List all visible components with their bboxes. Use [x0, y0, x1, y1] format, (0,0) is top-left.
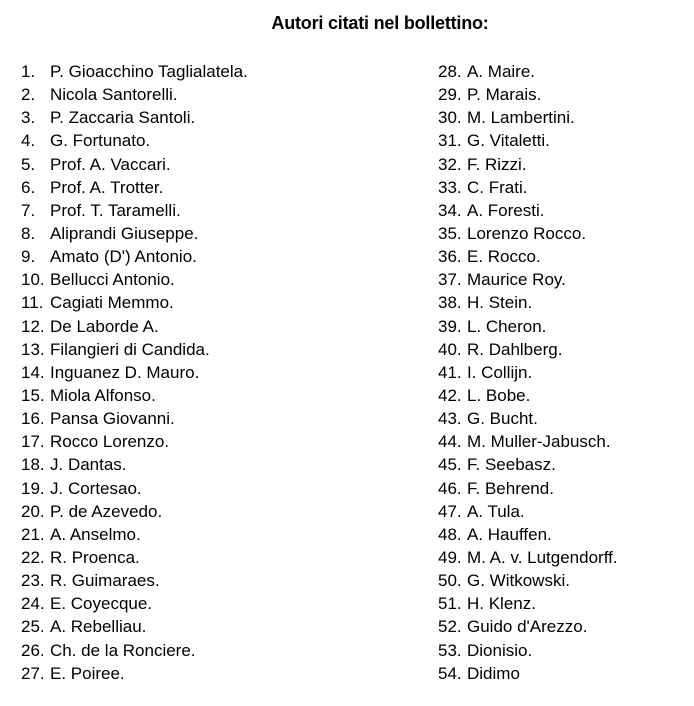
item-number: 49.: [438, 547, 462, 567]
author-name: Miola Alfonso.: [50, 385, 156, 405]
item-number: 22.: [21, 547, 45, 567]
author-name: E. Rocco.: [467, 247, 541, 267]
author-item: [21, 477, 248, 500]
author-item: [438, 453, 618, 476]
item-number: 29.: [438, 85, 462, 105]
author-name: G. Bucht.: [467, 409, 538, 429]
author-item: [21, 338, 248, 361]
author-name: Didimo: [467, 663, 520, 683]
author-item: [438, 477, 618, 500]
author-item: [21, 523, 248, 546]
author-name: E. Poiree.: [50, 663, 125, 683]
item-number: 33.: [438, 177, 462, 197]
author-name: Dionisio.: [467, 640, 533, 660]
author-item: [21, 129, 248, 152]
author-name: Prof. T. Taramelli.: [50, 200, 181, 220]
author-name: F. Behrend.: [467, 478, 554, 498]
item-number: 3.: [21, 108, 36, 128]
author-name: A. Hauffen.: [467, 524, 552, 544]
item-number: 43.: [438, 409, 462, 429]
author-name: G. Fortunato.: [50, 131, 151, 151]
author-name: P. Marais.: [467, 85, 542, 105]
author-item: [21, 384, 248, 407]
item-number: 36.: [438, 247, 462, 267]
author-name: L. Bobe.: [467, 385, 531, 405]
author-item: [438, 523, 618, 546]
author-item: [21, 453, 248, 476]
author-item: [21, 639, 248, 662]
author-name: I. Collijn.: [467, 362, 533, 382]
author-name: Nicola Santorelli.: [50, 85, 178, 105]
item-number: 8.: [21, 223, 36, 243]
author-item: [438, 338, 618, 361]
author-name: P. Zaccaria Santoli.: [50, 108, 196, 128]
author-item: [21, 83, 248, 106]
author-item: [21, 245, 248, 268]
author-name: Lorenzo Rocco.: [467, 223, 587, 243]
author-item: [21, 592, 248, 615]
item-number: 5.: [21, 154, 36, 174]
authors-list-right: [438, 60, 618, 685]
author-name: Filangieri di Candida.: [50, 339, 210, 359]
item-number: 18.: [21, 455, 45, 475]
author-item: [438, 592, 618, 615]
author-item: [438, 83, 618, 106]
document-title: Autori citati nel bollettino:: [271, 13, 489, 33]
author-item: [21, 291, 248, 314]
author-item: [438, 153, 618, 176]
author-item: [438, 315, 618, 338]
author-item: [21, 500, 248, 523]
item-number: 24.: [21, 594, 45, 614]
item-number: 6.: [21, 177, 36, 197]
item-number: 34.: [438, 200, 462, 220]
author-item: [21, 60, 248, 83]
author-name: Guido d'Arezzo.: [467, 617, 588, 637]
author-item: [21, 430, 248, 453]
item-number: 53.: [438, 640, 462, 660]
item-number: 26.: [21, 640, 45, 660]
item-number: 35.: [438, 223, 462, 243]
item-number: 44.: [438, 432, 462, 452]
author-item: [438, 430, 618, 453]
author-name: Prof. A. Trotter.: [50, 177, 164, 197]
item-number: 17.: [21, 432, 45, 452]
author-name: P. de Azevedo.: [50, 501, 163, 521]
item-number: 25.: [21, 617, 45, 637]
author-name: E. Coyecque.: [50, 594, 153, 614]
author-item: [21, 199, 248, 222]
author-item: [438, 662, 618, 685]
item-number: 2.: [21, 85, 36, 105]
item-number: 27.: [21, 663, 45, 683]
item-number: 39.: [438, 316, 462, 336]
author-item: [438, 222, 618, 245]
author-name: R. Guimaraes.: [50, 571, 160, 591]
item-number: 7.: [21, 200, 36, 220]
author-item: [438, 199, 618, 222]
author-item: [21, 222, 248, 245]
author-name: A. Foresti.: [467, 200, 545, 220]
item-number: 28.: [438, 62, 462, 81]
item-number: 21.: [21, 524, 45, 544]
author-item: [438, 384, 618, 407]
author-name: A. Maire.: [467, 62, 536, 81]
author-item: [438, 569, 618, 592]
item-number: 19.: [21, 478, 45, 498]
item-number: 31.: [438, 131, 462, 151]
item-number: 38.: [438, 293, 462, 313]
author-name: Ch. de la Ronciere.: [50, 640, 196, 660]
author-name: G. Witkowski.: [467, 571, 570, 591]
author-item: [438, 176, 618, 199]
author-name: G. Vitaletti.: [467, 131, 550, 151]
author-name: J. Cortesao.: [50, 478, 142, 498]
author-name: L. Cheron.: [467, 316, 547, 336]
item-number: 15.: [21, 385, 45, 405]
author-name: F. Rizzi.: [467, 154, 527, 174]
item-number: 40.: [438, 339, 462, 359]
item-number: 4.: [21, 131, 36, 151]
author-name: J. Dantas.: [50, 455, 127, 475]
author-item: [21, 153, 248, 176]
author-item: [21, 315, 248, 338]
item-number: 12.: [21, 316, 45, 336]
item-number: 32.: [438, 154, 462, 174]
author-item: [438, 245, 618, 268]
author-name: H. Stein.: [467, 293, 533, 313]
author-name: M. Muller-Jabusch.: [467, 432, 611, 452]
author-name: A. Tula.: [467, 501, 525, 521]
author-item: [438, 291, 618, 314]
author-item: [21, 569, 248, 592]
item-number: 20.: [21, 501, 45, 521]
item-number: 46.: [438, 478, 462, 498]
author-item: [438, 268, 618, 291]
item-number: 37.: [438, 270, 462, 290]
author-name: R. Dahlberg.: [467, 339, 563, 359]
item-number: 14.: [21, 362, 45, 382]
item-number: 42.: [438, 385, 462, 405]
author-name: A. Rebelliau.: [50, 617, 147, 637]
author-name: A. Anselmo.: [50, 524, 141, 544]
item-number: 41.: [438, 362, 462, 382]
author-name: M. Lambertini.: [467, 108, 575, 128]
author-item: [438, 546, 618, 569]
author-name: P. Gioacchino Taglialatela.: [50, 62, 248, 81]
author-item: [438, 129, 618, 152]
item-number: 13.: [21, 339, 45, 359]
author-name: Cagiati Memmo.: [50, 293, 174, 313]
author-item: [438, 615, 618, 638]
author-name: F. Seebasz.: [467, 455, 556, 475]
author-item: [21, 407, 248, 430]
item-number: 52.: [438, 617, 462, 637]
author-item: [21, 361, 248, 384]
author-item: [21, 106, 248, 129]
author-name: R. Proenca.: [50, 547, 140, 567]
item-number: 9.: [21, 247, 36, 267]
author-item: [438, 407, 618, 430]
author-name: Maurice Roy.: [467, 270, 566, 290]
author-name: Rocco Lorenzo.: [50, 432, 170, 452]
item-number: 54.: [438, 663, 462, 683]
author-name: C. Frati.: [467, 177, 528, 197]
author-name: Amato (D') Antonio.: [50, 247, 197, 267]
item-number: 23.: [21, 571, 45, 591]
author-item: [438, 500, 618, 523]
item-number: 1.: [21, 62, 36, 81]
item-number: 48.: [438, 524, 462, 544]
author-name: Inguanez D. Mauro.: [50, 362, 200, 382]
author-item: [21, 268, 248, 291]
item-number: 10.: [21, 270, 45, 290]
author-item: [21, 176, 248, 199]
authors-list-left: [21, 60, 248, 685]
author-name: M. A. v. Lutgendorff.: [467, 547, 618, 567]
item-number: 30.: [438, 108, 462, 128]
item-number: 16.: [21, 409, 45, 429]
author-name: Prof. A. Vaccari.: [50, 154, 171, 174]
author-item: [438, 60, 618, 83]
author-item: [438, 106, 618, 129]
item-number: 51.: [438, 594, 462, 614]
item-number: 45.: [438, 455, 462, 475]
author-name: De Laborde A.: [50, 316, 159, 336]
item-number: 50.: [438, 571, 462, 591]
author-name: Bellucci Antonio.: [50, 270, 175, 290]
author-item: [438, 639, 618, 662]
item-number: 11.: [21, 293, 44, 313]
author-name: Aliprandi Giuseppe.: [50, 223, 199, 243]
item-number: 47.: [438, 501, 462, 521]
author-name: Pansa Giovanni.: [50, 409, 175, 429]
author-item: [21, 615, 248, 638]
author-item: [21, 546, 248, 569]
author-item: [21, 662, 248, 685]
author-item: [438, 361, 618, 384]
author-name: H. Klenz.: [467, 594, 536, 614]
